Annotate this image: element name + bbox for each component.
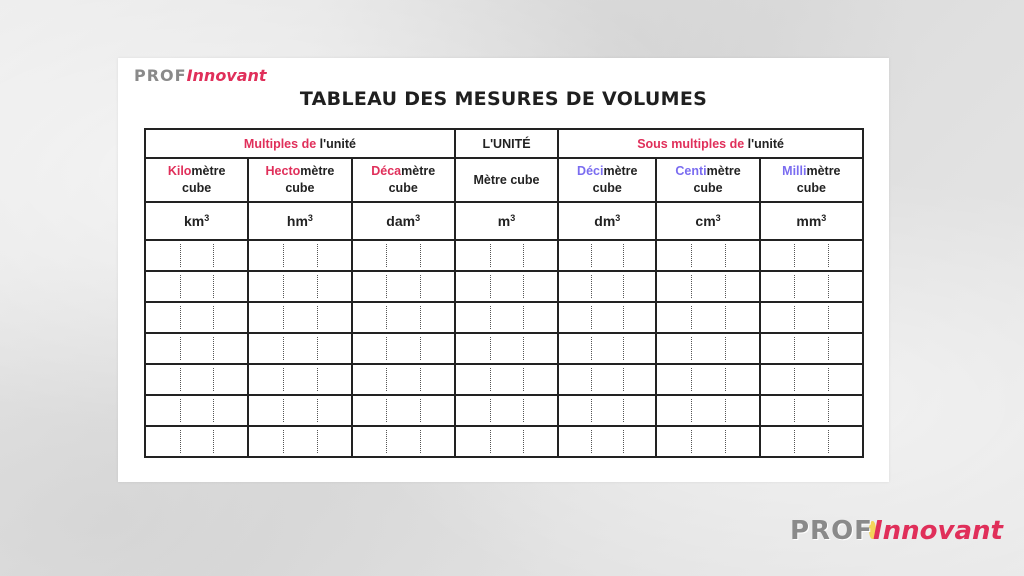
blank-cell [760, 240, 863, 271]
blank-cell [352, 426, 455, 457]
blank-cell [760, 364, 863, 395]
blank-cell [656, 395, 759, 426]
blank-cell [760, 302, 863, 333]
unit-symbol-cell: $dm^3$ [558, 202, 656, 240]
blank-cell [455, 364, 558, 395]
blank-cell [656, 426, 759, 457]
unit-symbol-cell: $mm^3$ [760, 202, 863, 240]
blank-cell [248, 271, 351, 302]
unit-symbol-cell: $m^3$ [455, 202, 558, 240]
blank-cell [656, 271, 759, 302]
multiples-header: Multiples de l'unité [145, 129, 455, 158]
blank-cell [558, 333, 656, 364]
blank-cell [558, 364, 656, 395]
volume-table [144, 128, 864, 458]
unit-symbol-cell: dam$^3$ [352, 202, 455, 240]
blank-cell [558, 240, 656, 271]
blank-cell [145, 302, 248, 333]
blank-cell [656, 333, 759, 364]
table-row [145, 364, 863, 395]
blank-cell [455, 271, 558, 302]
blank-cell [656, 302, 759, 333]
blank-cell [248, 395, 351, 426]
blank-cell [760, 395, 863, 426]
table-row [145, 240, 863, 271]
table-row [145, 271, 863, 302]
blank-cell [145, 333, 248, 364]
logo-small: PROFInnovant [134, 66, 267, 85]
header-row-symbols [145, 202, 863, 240]
blank-cell [656, 364, 759, 395]
blank-cell [145, 395, 248, 426]
unit-symbol-cell: $hm^3$ [248, 202, 351, 240]
blank-cell [558, 395, 656, 426]
blank-cell [455, 302, 558, 333]
table-row [145, 426, 863, 457]
blank-cell [760, 426, 863, 457]
unit-name-cell: Mètre cube [455, 158, 558, 202]
blank-cell [248, 302, 351, 333]
blank-cell [145, 240, 248, 271]
blank-cell [248, 333, 351, 364]
submultiples-header: Sous multiples de l'unité [558, 129, 863, 158]
table-row [145, 333, 863, 364]
header-row-names [145, 158, 863, 202]
blank-cell [352, 395, 455, 426]
blank-cell [455, 395, 558, 426]
unit-name-cell: Centimètre cube [656, 158, 759, 202]
table-row [145, 395, 863, 426]
blank-cell [145, 271, 248, 302]
blank-cell [455, 426, 558, 457]
blank-cell [248, 364, 351, 395]
blank-cell [352, 302, 455, 333]
blank-cell [352, 240, 455, 271]
blank-cell [145, 364, 248, 395]
blank-cell [145, 426, 248, 457]
unit-name-cell: Décimètre cube [558, 158, 656, 202]
blank-cell [455, 240, 558, 271]
blank-cell [760, 333, 863, 364]
blank-cell [656, 240, 759, 271]
blank-cell [455, 333, 558, 364]
unit-symbol-cell: $cm^3$ [656, 202, 759, 240]
blank-cell [558, 426, 656, 457]
blank-cell [558, 271, 656, 302]
blank-cell [352, 364, 455, 395]
unit-name-cell: Millimètre cube [760, 158, 863, 202]
unit-name-cell: Hectomètre cube [248, 158, 351, 202]
blank-cell [248, 240, 351, 271]
blank-cell [248, 426, 351, 457]
header-row-groups [145, 129, 863, 158]
table-row [145, 302, 863, 333]
document-card [118, 58, 889, 482]
unit-header: L'UNITÉ [455, 129, 558, 158]
blank-cell [352, 271, 455, 302]
unit-name-cell: Décamètre cube [352, 158, 455, 202]
blank-cell [760, 271, 863, 302]
page-title: TABLEAU DES MESURES DE VOLUMES [299, 88, 708, 110]
blank-cell [352, 333, 455, 364]
blank-cell [558, 302, 656, 333]
unit-symbol-cell: $km^3$ [145, 202, 248, 240]
logo-watermark: PROFInnovant [790, 516, 1003, 546]
unit-name-cell: Kilomètre cube [145, 158, 248, 202]
